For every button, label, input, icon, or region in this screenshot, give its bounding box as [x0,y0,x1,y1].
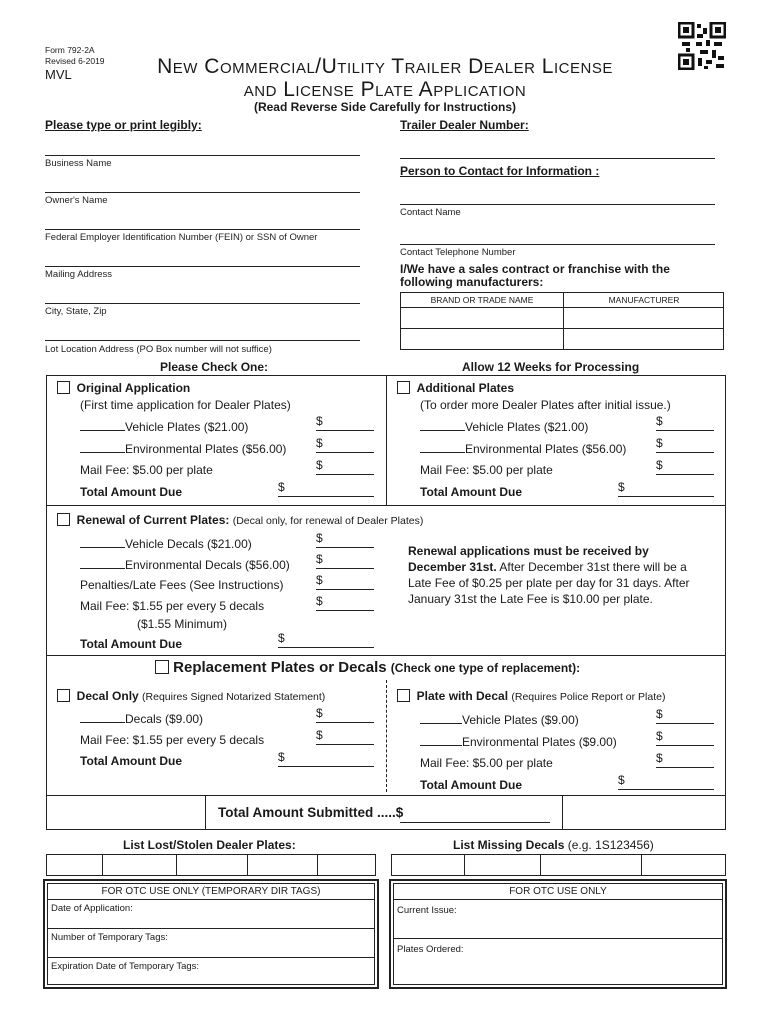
mailing-address-label: Mailing Address [45,269,113,280]
decal-mail-fee-label: Mail Fee: $1.55 per every 5 decals [80,733,265,747]
original-application-checkbox[interactable] [57,381,70,394]
city-state-zip-field[interactable] [45,303,360,304]
renewal-mail-fee-amount[interactable] [316,610,374,611]
mailing-address-field[interactable] [45,266,360,267]
total-submitted-label: Total Amount Submitted .....$ [218,805,404,820]
additional-plates-checkbox[interactable] [397,381,410,394]
lost-plates-row [46,854,376,876]
dollar-sign: $ [278,750,285,764]
original-mail-fee-label: Mail Fee: $5.00 per plate [80,463,213,477]
form-title-line2: and License Plate Application [243,78,527,101]
agency-code: MVL [45,67,72,82]
date-of-application-label: Date of Application: [51,903,133,914]
form-title-line1: New Commercial/Utility Trailer Dealer License [157,55,613,78]
type-legibly-heading: Please type or print legibly: [45,118,202,132]
additional-mail-fee-label: Mail Fee: $5.00 per plate [420,463,553,477]
additional-total-amount[interactable] [618,496,714,497]
replacement-total-amount[interactable] [618,789,714,790]
decal-total-label: Total Amount Due [80,754,182,768]
lost-plates-heading: List Lost/Stolen Dealer Plates: [123,838,296,852]
lost-plate-cell-3[interactable] [177,855,247,875]
brand-cell-1[interactable] [401,308,562,328]
replacement-environmental-amount[interactable] [656,745,714,746]
renewal-environmental-qty[interactable] [80,557,125,569]
dollar-sign: $ [618,480,625,494]
owners-name-label: Owner's Name [45,195,108,206]
plate-with-decal-checkbox[interactable] [397,689,410,702]
additional-total-label: Total Amount Due [420,485,522,499]
original-mail-fee-amount[interactable] [316,474,374,475]
brand-column-header: BRAND OR TRADE NAME [430,295,534,305]
please-check-one: Please Check One: [160,360,269,374]
dollar-sign: $ [316,594,323,608]
decal-total-amount[interactable] [278,766,374,767]
brand-cell-2[interactable] [401,329,562,350]
replacement-option[interactable]: Replacement Plates or Decals (Check one type of replacement): [155,659,580,676]
missing-decals-heading: List Missing Decals (e.g. 1S123456) [453,838,654,852]
lost-plate-cell-4[interactable] [248,855,317,875]
original-vehicle-qty[interactable] [80,419,125,431]
dollar-sign: $ [656,458,663,472]
dollar-sign: $ [316,573,323,587]
contact-phone-label: Contact Telephone Number [400,247,516,258]
renewal-deadline-notice: Renewal applications must be received by December 31st. After December 31st there will be a Late Fee of $0.25 per plate per day for 31 days. After January 31st the Late Fee is $10.00 per plate. [408,544,690,606]
qr-code-icon [678,22,726,70]
additional-vehicle-amount[interactable] [656,430,714,431]
plate-with-decal-option[interactable]: Plate with Decal (Requires Police Report or Plate) [397,689,665,703]
dollar-sign: $ [316,552,323,566]
additional-mail-fee-amount[interactable] [656,474,714,475]
additional-subtitle: (To order more Dealer Plates after initial issue.) [420,398,671,412]
renewal-option[interactable]: Renewal of Current Plates: (Decal only, for renewal of Dealer Plates) [57,513,423,527]
replacement-total-label: Total Amount Due [420,778,522,792]
renewal-minimum-note: ($1.55 Minimum) [137,617,228,631]
decal-qty[interactable] [80,711,125,723]
dollar-sign: $ [656,707,663,721]
additional-environmental-label: Environmental Plates ($56.00) [465,442,627,456]
lot-location-label: Lot Location Address (PO Box number will not suffice) [45,344,272,355]
contact-heading: Person to Contact for Information : [400,164,600,178]
total-submitted-amount[interactable] [400,822,550,823]
fein-label: Federal Employer Identification Number (FEIN) or SSN of Owner [45,232,318,243]
missing-decal-cell-4[interactable] [642,855,725,875]
dealer-number-heading: Trailer Dealer Number: [400,118,529,132]
original-environmental-amount[interactable] [316,452,374,453]
lost-plate-cell-1[interactable] [47,855,102,875]
renewal-environmental-amount[interactable] [316,568,374,569]
processing-time-note: Allow 12 Weeks for Processing [462,360,640,374]
decal-amount[interactable] [316,722,374,723]
manufacturer-cell-1[interactable] [564,308,724,328]
renewal-penalties-label: Penalties/Late Fees (See Instructions) [80,578,284,592]
dollar-sign: $ [316,436,323,450]
renewal-mail-fee-label: Mail Fee: $1.55 per every 5 decals [80,599,265,613]
additional-environmental-qty[interactable] [420,441,465,453]
original-environmental-qty[interactable] [80,441,125,453]
franchise-statement: I/We have a sales contract or franchise with the following manufacturers: [400,262,670,289]
dollar-sign: $ [656,751,663,765]
dollar-sign: $ [278,631,285,645]
otc-temp-tags-title: FOR OTC USE ONLY (TEMPORARY DIR TAGS) [101,886,321,897]
original-application-option[interactable]: Original Application [57,381,190,395]
additional-plates-option[interactable]: Additional Plates [397,381,514,395]
expiration-temp-tags-label: Expiration Date of Temporary Tags: [51,961,200,972]
original-vehicle-amount[interactable] [316,430,374,431]
missing-decals-row [391,854,726,876]
dollar-sign: $ [278,480,285,494]
original-total-amount[interactable] [278,496,374,497]
otc-right-box [389,879,727,989]
renewal-penalties-amount[interactable] [316,589,374,590]
manufacturer-cell-2[interactable] [564,329,724,350]
dollar-sign: $ [656,729,663,743]
otc-temp-tags-box [43,879,379,989]
replacement-vehicle-label: Vehicle Plates ($9.00) [462,713,579,727]
replacement-vehicle-qty[interactable] [420,712,462,724]
renewal-vehicle-label: Vehicle Decals ($21.00) [125,537,252,551]
renewal-total-label: Total Amount Due [80,637,182,651]
instructions-note: (Read Reverse Side Carefully for Instructions) [253,100,517,114]
additional-environmental-amount[interactable] [656,452,714,453]
renewal-checkbox[interactable] [57,513,70,526]
lost-plate-cell-2[interactable] [103,855,176,875]
replacement-environmental-label: Environmental Plates ($9.00) [462,735,617,749]
form-number: Form 792-2A [45,45,95,55]
dealer-number-field[interactable] [400,158,715,159]
renewal-vehicle-amount[interactable] [316,547,374,548]
additional-vehicle-label: Vehicle Plates ($21.00) [465,420,589,434]
missing-decal-cell-2[interactable] [465,855,540,875]
renewal-total-amount[interactable] [278,647,374,648]
original-total-label: Total Amount Due [80,485,182,499]
current-issue-label: Current Issue: [397,905,457,916]
number-temp-tags-label: Number of Temporary Tags: [51,932,168,943]
lost-plate-cell-5[interactable] [318,855,375,875]
plates-ordered-label: Plates Ordered: [397,944,464,955]
dollar-sign: $ [316,458,323,472]
manufacturer-column-header: MANUFACTURER [608,295,680,305]
renewal-environmental-label: Environmental Decals ($56.00) [125,558,290,572]
decal-mail-fee-amount[interactable] [316,744,374,745]
missing-decal-cell-1[interactable] [392,855,464,875]
original-environmental-label: Environmental Plates ($56.00) [125,442,287,456]
replacement-mail-fee-amount[interactable] [656,767,714,768]
business-name-label: Business Name [45,158,112,169]
business-name-field[interactable] [45,155,360,156]
lot-location-field[interactable] [45,340,360,341]
decal-only-checkbox[interactable] [57,689,70,702]
original-vehicle-label: Vehicle Plates ($21.00) [125,420,249,434]
dollar-sign: $ [316,414,323,428]
manufacturer-table [400,292,724,350]
contact-phone-field[interactable] [400,244,715,245]
dollar-sign: $ [656,414,663,428]
dollar-sign: $ [618,773,625,787]
replacement-mail-fee-label: Mail Fee: $5.00 per plate [420,756,553,770]
replacement-checkbox[interactable] [155,660,169,674]
original-subtitle: (First time application for Dealer Plates) [80,398,291,412]
replacement-vehicle-amount[interactable] [656,723,714,724]
dollar-sign: $ [316,728,323,742]
dollar-sign: $ [316,531,323,545]
dollar-sign: $ [656,436,663,450]
decal-label: Decals ($9.00) [125,712,204,726]
fein-field[interactable] [45,229,360,230]
missing-decal-cell-3[interactable] [541,855,641,875]
contact-name-field[interactable] [400,204,715,205]
dollar-sign: $ [316,706,323,720]
contact-name-label: Contact Name [400,207,461,218]
revised-date: Revised 6-2019 [45,56,105,66]
otc-right-title: FOR OTC USE ONLY [509,886,607,897]
city-state-zip-label: City, State, Zip [45,306,107,317]
decal-only-option[interactable]: Decal Only (Requires Signed Notarized Statement) [57,689,325,703]
replacement-environmental-qty[interactable] [420,734,462,746]
renewal-vehicle-qty[interactable] [80,536,125,548]
additional-vehicle-qty[interactable] [420,419,465,431]
owners-name-field[interactable] [45,192,360,193]
